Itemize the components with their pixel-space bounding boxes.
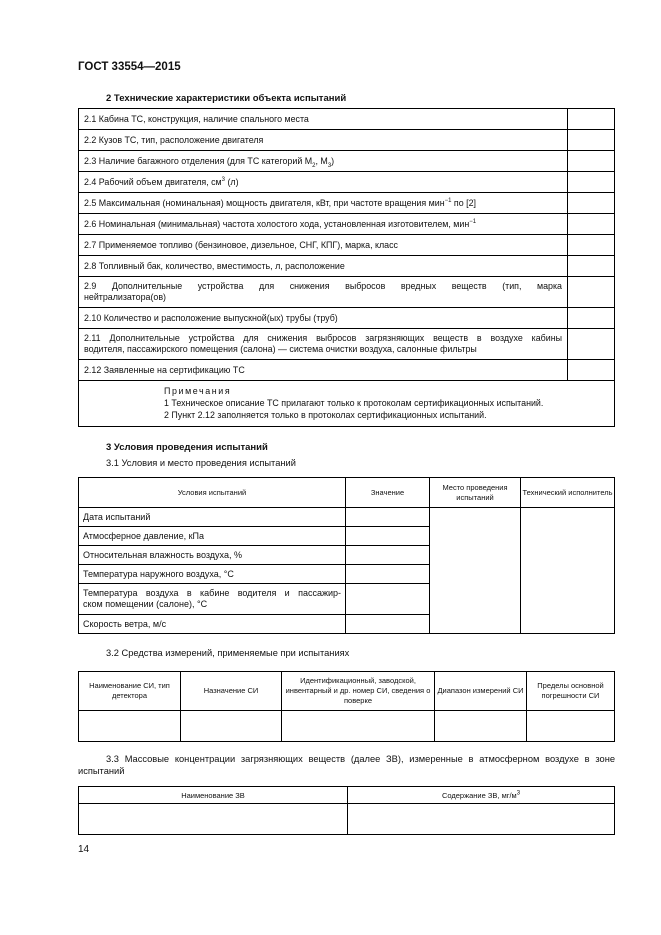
label-text: , M	[315, 155, 328, 166]
section-3-1-title: 3.1 Условия и место проведения испытаний	[106, 458, 296, 468]
table-row	[79, 711, 615, 742]
spec-row-label	[79, 193, 568, 214]
table-row	[79, 109, 615, 130]
label-text: 2.4 Рабочий объем двигателя, см	[84, 176, 222, 187]
spec-value-cell[interactable]	[568, 360, 615, 381]
col-header-value: Значение	[346, 478, 430, 508]
substance-cell[interactable]	[79, 804, 348, 835]
instrument-name-cell[interactable]	[79, 711, 181, 742]
header-row	[79, 787, 615, 804]
col-header-identification: Идентификационный, заводской, инвентарный и др. номер СИ, сведения о поверке	[282, 672, 435, 711]
section-3-title: 3 Условия проведения испытаний	[106, 442, 268, 453]
table-row	[79, 360, 615, 381]
instruments-table	[78, 671, 615, 742]
label-line: ском помещении (салоне), °С	[83, 599, 208, 609]
table-row	[79, 508, 615, 527]
label-text: 2.6 Номинальная (минимальная) частота холостого хода, установленная изготовителем, мин	[84, 218, 470, 229]
identification-cell[interactable]	[282, 711, 435, 742]
superscript: 3	[516, 790, 521, 796]
spec-value-cell[interactable]	[568, 109, 615, 130]
spec-row-label	[79, 214, 568, 235]
spec-value-cell[interactable]	[568, 172, 615, 193]
notes-row	[79, 381, 615, 427]
section-3-3-text	[78, 753, 615, 777]
spec-row-label	[79, 151, 568, 172]
table-row	[79, 172, 615, 193]
spec-value-cell[interactable]	[568, 308, 615, 329]
place-cell[interactable]	[430, 508, 521, 634]
col-header-place: Место проведения испытаний	[430, 478, 521, 508]
paragraph-text: 3.3 Массовые концентрации загрязняющих веществ (далее ЗВ), измеренные в атмосферном воздухе в зоне испытаний	[78, 754, 615, 776]
spec-value-cell[interactable]	[568, 151, 615, 172]
table-row	[79, 308, 615, 329]
subscript: 2	[312, 162, 316, 169]
table-row	[79, 804, 615, 835]
condition-label	[79, 584, 346, 615]
col-header-instrument-name: Наименование СИ, тип детектора	[79, 672, 181, 711]
error-limits-cell[interactable]	[527, 711, 615, 742]
spec-value-cell[interactable]	[568, 214, 615, 235]
notes-cell	[79, 381, 615, 427]
spec-table	[78, 108, 615, 427]
label-line: нейтрализатора(ов)	[84, 292, 167, 302]
content-cell[interactable]	[348, 804, 615, 835]
condition-label: Атмосферное давление, кПа	[79, 527, 346, 546]
purpose-cell[interactable]	[181, 711, 282, 742]
superscript: 3	[221, 176, 226, 183]
spec-row-label: 2.8 Топливный бак, количество, вместимость, л, расположение	[79, 256, 568, 277]
condition-label: Температура наружного воздуха, °С	[79, 565, 346, 584]
header-text: Содержание ЗВ, мг/м	[441, 790, 517, 800]
spec-value-cell[interactable]	[568, 329, 615, 360]
spec-value-cell[interactable]	[568, 130, 615, 151]
condition-value-cell[interactable]	[346, 615, 430, 634]
condition-value-cell[interactable]	[346, 584, 430, 615]
executor-cell[interactable]	[521, 508, 615, 634]
superscript: −1	[444, 197, 452, 204]
spec-row-label: 2.10 Количество и расположение выпускной(ых) трубы (труб)	[79, 308, 568, 329]
spec-row-label: 2.1 Кабина ТС, конструкция, наличие спального места	[79, 109, 568, 130]
col-header-purpose: Назначение СИ	[181, 672, 282, 711]
range-cell[interactable]	[435, 711, 527, 742]
page-number: 14	[78, 844, 90, 855]
label-line: Температура воздуха в кабине водителя и пассажир-	[83, 588, 341, 598]
table-row	[79, 151, 615, 172]
condition-label: Относительная влажность воздуха, %	[79, 546, 346, 565]
condition-value-cell[interactable]	[346, 565, 430, 584]
condition-label: Скорость ветра, м/с	[79, 615, 346, 634]
conditions-table	[78, 477, 615, 634]
label-line: водителя, пассажирского помещения (салона) — система очистки воздуха, салонные фильтры	[84, 344, 477, 354]
concentrations-table	[78, 786, 615, 835]
spec-row-label	[79, 172, 568, 193]
col-header-range: Диапазон измерений СИ	[435, 672, 527, 711]
notes-heading: Примечания	[164, 386, 232, 396]
condition-value-cell[interactable]	[346, 508, 430, 527]
spec-row-label: 2.12 Заявленные на сертификацию ТС	[79, 360, 568, 381]
label-text: )	[331, 155, 335, 166]
spec-row-label	[79, 329, 568, 360]
table-row	[79, 193, 615, 214]
col-header-error-limits: Пределы основной погрешности СИ	[527, 672, 615, 711]
header-row	[79, 672, 615, 711]
superscript: −1	[469, 218, 477, 225]
table-row	[79, 256, 615, 277]
label-text: 2.5 Максимальная (номинальная) мощность двигателя, кВт, при частоте вращения мин	[84, 197, 445, 208]
condition-value-cell[interactable]	[346, 527, 430, 546]
table-row	[79, 329, 615, 360]
header-row	[79, 478, 615, 508]
note-item: 1 Техническое описание ТС прилагают только к протоколам сертификационных испытаний.	[164, 398, 544, 408]
table-row	[79, 277, 615, 308]
label-text: (л)	[225, 176, 239, 187]
spec-row-label: 2.2 Кузов ТС, тип, расположение двигателя	[79, 130, 568, 151]
label-text: 2.3 Наличие багажного отделения (для ТС категорий M	[84, 155, 313, 166]
condition-value-cell[interactable]	[346, 546, 430, 565]
table-row	[79, 235, 615, 256]
document-header: ГОСТ 33554—2015	[78, 61, 181, 73]
subscript: 3	[327, 162, 332, 169]
spec-value-cell[interactable]	[568, 277, 615, 308]
col-header-executor: Технический исполнитель	[521, 478, 615, 508]
spec-row-label: 2.7 Применяемое топливо (бензиновое, дизельное, СНГ, КПГ), марка, класс	[79, 235, 568, 256]
section-3-2-title: 3.2 Средства измерений, применяемые при испытаниях	[106, 648, 350, 658]
label-text: по [2]	[451, 197, 476, 208]
spec-row-label	[79, 277, 568, 308]
section-2-title: 2 Технические характеристики объекта испытаний	[106, 93, 347, 104]
condition-label: Дата испытаний	[79, 508, 346, 527]
col-header-content	[348, 787, 615, 804]
label-line: 2.11 Дополнительные устройства для снижения выбросов загрязняющих веществ в воздухе кабины	[84, 333, 562, 343]
note-item: 2 Пункт 2.12 заполняется только в протоколах сертификационных испытаний.	[164, 410, 487, 420]
col-header-substance: Наименование ЗВ	[79, 787, 348, 804]
table-row	[79, 130, 615, 151]
spec-value-cell[interactable]	[568, 193, 615, 214]
label-line: 2.9 Дополнительные устройства для снижения выбросов вредных веществ (тип, марка	[84, 281, 562, 291]
spec-value-cell[interactable]	[568, 256, 615, 277]
table-row	[79, 214, 615, 235]
col-header-conditions: Условия испытаний	[79, 478, 346, 508]
spec-value-cell[interactable]	[568, 235, 615, 256]
